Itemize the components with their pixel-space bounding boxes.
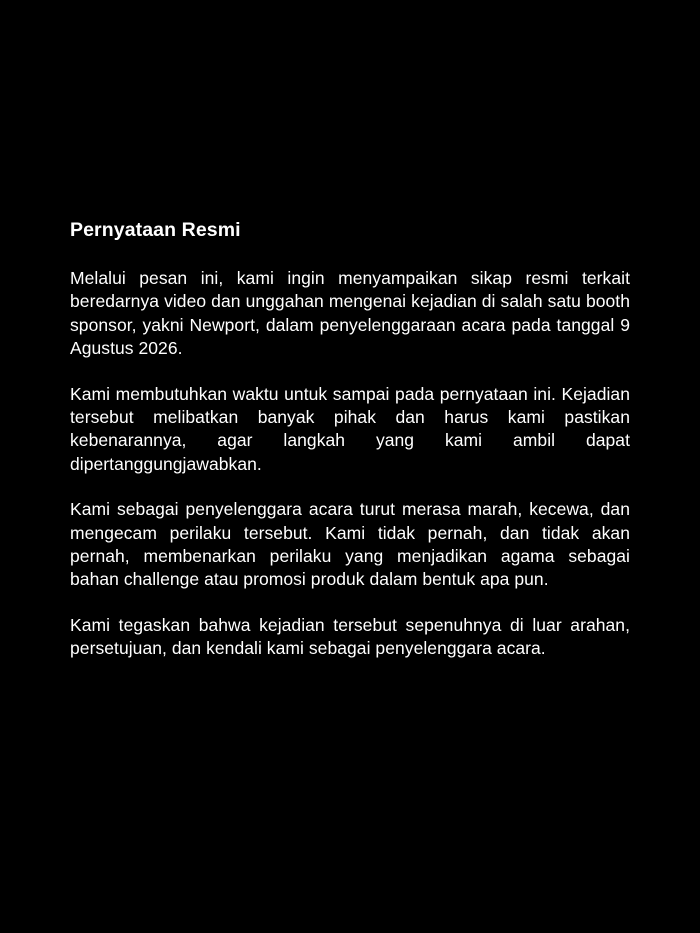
statement-paragraph-4: Kami tegaskan bahwa kejadian tersebut sepenuhnya di luar arahan, persetujuan, dan kendali kami sebagai penyelenggara acara.	[70, 614, 630, 659]
statement-paragraph-1: Melalui pesan ini, kami ingin menyampaikan sikap resmi terkait beredarnya video dan unggahan mengenai kejadian di salah satu booth sponsor, yakni Newport, dalam penyelenggaraan acara pada tanggal 9 Agustus 2026.	[70, 268, 630, 359]
statement-paragraph-3: Kami sebagai penyelenggara acara turut merasa marah, kecewa, dan mengecam perilaku tersebut. Kami tidak pernah, dan tidak akan pernah, membenarkan perilaku yang menjadikan agama sebagai bahan challenge atau promosi produk dalam bentuk apa pun.	[70, 499, 630, 590]
official-statement	[70, 216, 630, 683]
statement-title: Pernyataan Resmi	[70, 219, 241, 241]
statement-paragraph-2: Kami membutuhkan waktu untuk sampai pada pernyataan ini. Kejadian tersebut melibatkan banyak pihak dan harus kami pastikan kebenarannya, agar langkah yang kami ambil dapat dipertanggungjawabkan.	[70, 383, 630, 474]
